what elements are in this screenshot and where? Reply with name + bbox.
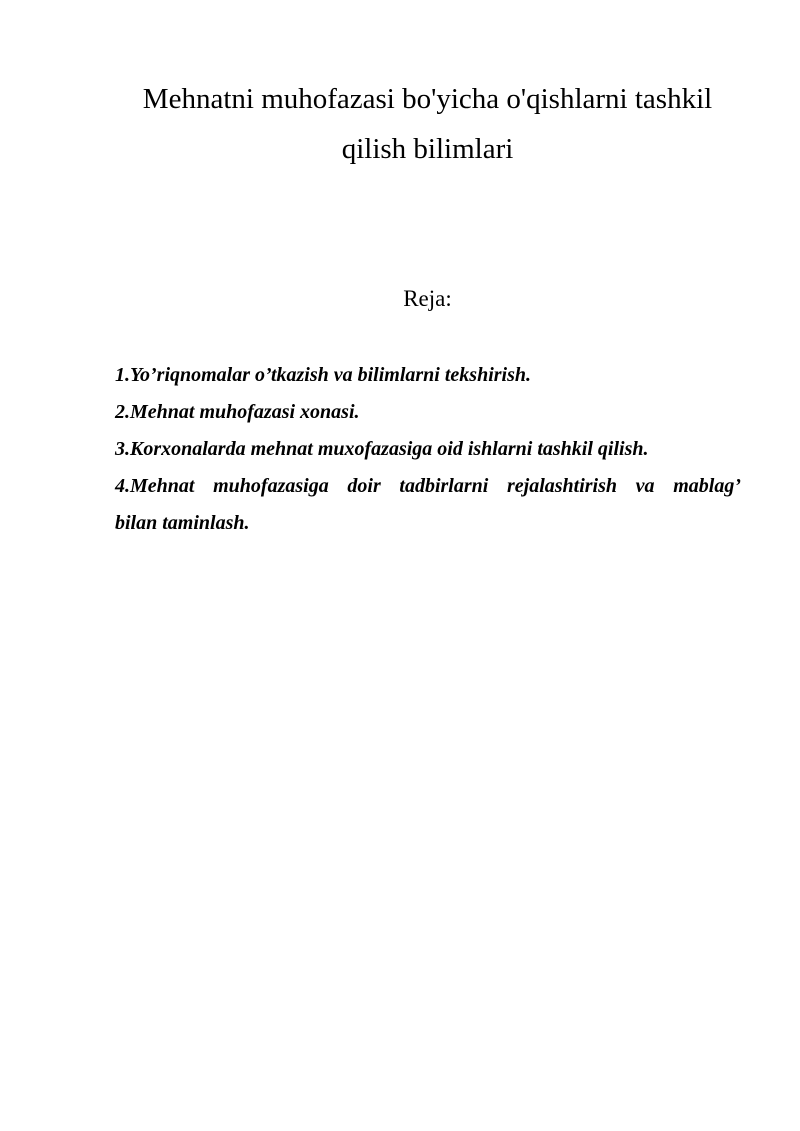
plan-item-4-line-2: bilan taminlash. bbox=[115, 512, 250, 534]
plan-item-4 bbox=[115, 468, 741, 542]
plan-heading: Reja: bbox=[403, 286, 452, 311]
plan-item-2-line-1: 2.Mehnat muhofazasi xonasi. bbox=[115, 401, 360, 423]
plan-item-3-line-1: 3.Korxonalarda mehnat muxofazasiga oid ishlarni tashkil qilish. bbox=[115, 438, 649, 460]
plan-item-1-line-1: 1.Yo’riqnomalar o’tkazish va bilimlarni tekshirish. bbox=[115, 364, 532, 386]
plan-item-2 bbox=[115, 394, 741, 431]
plan-list bbox=[115, 357, 741, 542]
title-line-1: Mehnatni muhofazasi bo'yicha o'qishlarni tashkil bbox=[142, 83, 713, 115]
plan-item-1 bbox=[115, 357, 741, 394]
document-title bbox=[115, 74, 740, 174]
plan-item-4-line-1: 4.Mehnat muhofazasiga doir tadbirlarni rejalashtirish va mablag’ bbox=[115, 475, 741, 497]
title-line-2: qilish bilimlari bbox=[341, 133, 514, 165]
plan-item-3 bbox=[115, 431, 741, 468]
